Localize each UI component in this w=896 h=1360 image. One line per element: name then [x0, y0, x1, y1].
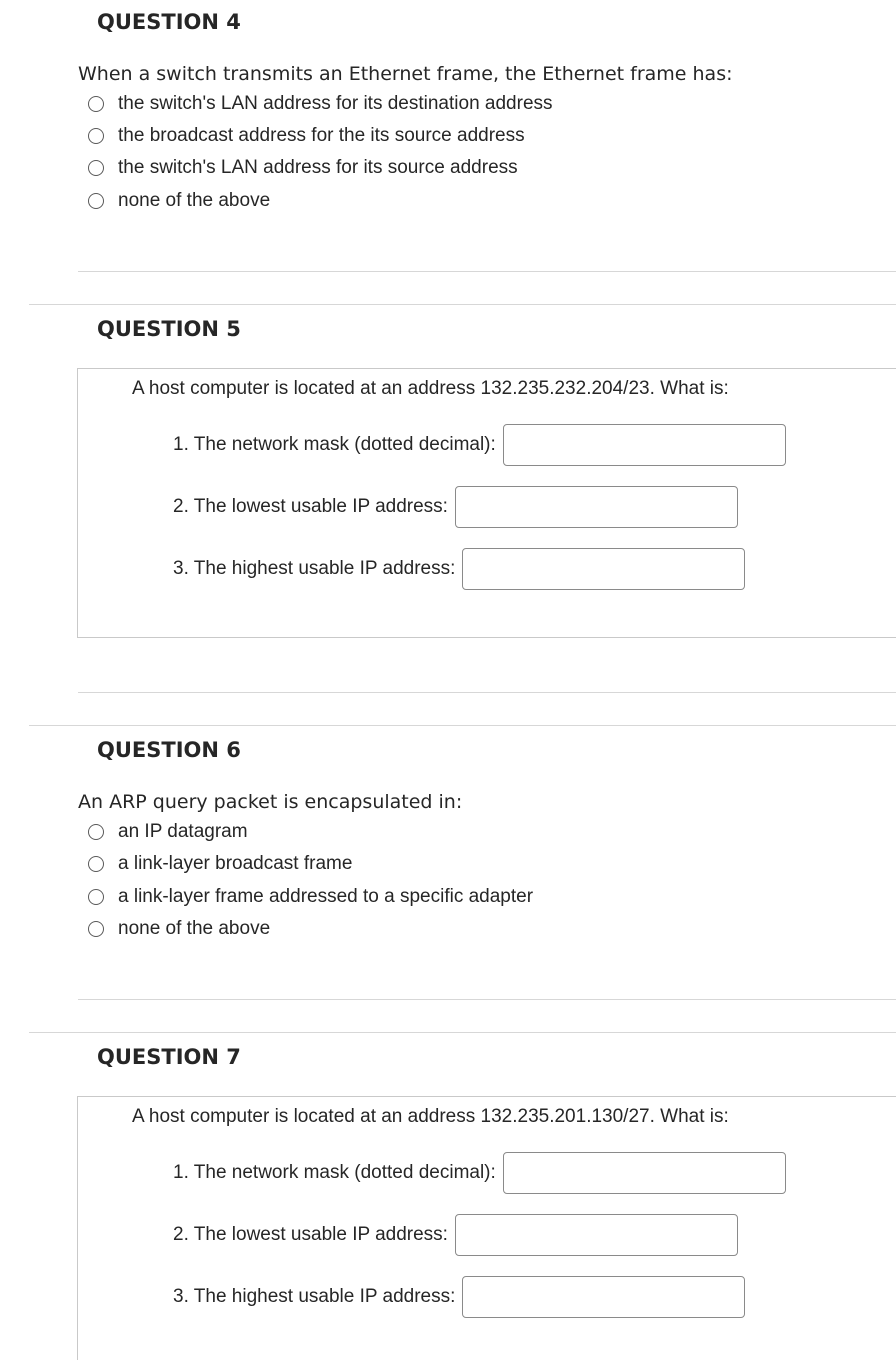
option-label: an IP datagram [118, 821, 248, 842]
question-5-divider [78, 692, 896, 693]
question-6-option-2[interactable] [87, 852, 352, 876]
radio-button[interactable] [88, 193, 104, 209]
question-7-prompt: A host computer is located at an address 132.235.201.130/27. What is: [132, 1106, 729, 1127]
field-label: 1. The network mask (dotted decimal): [173, 1162, 496, 1183]
option-label: the switch's LAN address for its destination address [118, 93, 553, 114]
question-separator [29, 304, 896, 305]
question-4-text: When a switch transmits an Ethernet frame, the Ethernet frame has: [78, 63, 733, 85]
radio-button[interactable] [88, 160, 104, 176]
radio-button[interactable] [88, 921, 104, 937]
option-label: a link-layer frame addressed to a specific adapter [118, 886, 534, 907]
question-6-divider [78, 999, 896, 1000]
question-separator [29, 725, 896, 726]
field-label: 3. The highest usable IP address: [173, 1286, 456, 1307]
question-4-title: QUESTION 4 [97, 10, 241, 34]
lowest-ip-input[interactable] [455, 486, 738, 528]
field-label: 2. The lowest usable IP address: [173, 496, 448, 517]
question-5-field-row-2 [173, 486, 738, 528]
question-4-divider [78, 271, 896, 272]
option-label: the switch's LAN address for its source address [118, 157, 518, 178]
question-4-option-3[interactable] [87, 156, 518, 180]
field-label: 1. The network mask (dotted decimal): [173, 434, 496, 455]
question-6-title: QUESTION 6 [97, 738, 241, 762]
question-6-text: An ARP query packet is encapsulated in: [78, 791, 463, 813]
question-7-title: QUESTION 7 [97, 1045, 241, 1069]
option-label: none of the above [118, 918, 271, 939]
question-separator [29, 1032, 896, 1033]
network-mask-input[interactable] [503, 1152, 786, 1194]
question-4-option-1[interactable] [87, 92, 553, 116]
highest-ip-input[interactable] [462, 1276, 745, 1318]
option-label: none of the above [118, 190, 271, 211]
question-6-option-1[interactable] [87, 820, 248, 844]
option-label: the broadcast address for the its source address [118, 125, 525, 146]
question-7-field-row-2 [173, 1214, 738, 1256]
field-label: 3. The highest usable IP address: [173, 558, 456, 579]
question-5-prompt: A host computer is located at an address 132.235.232.204/23. What is: [132, 378, 729, 399]
radio-button[interactable] [88, 824, 104, 840]
highest-ip-input[interactable] [462, 548, 745, 590]
network-mask-input[interactable] [503, 424, 786, 466]
question-5-field-row-1 [173, 424, 786, 466]
radio-button[interactable] [88, 856, 104, 872]
radio-button[interactable] [88, 96, 104, 112]
radio-button[interactable] [88, 889, 104, 905]
question-4-option-2[interactable] [87, 124, 525, 148]
question-6-option-4[interactable] [87, 917, 270, 941]
question-7-field-row-3 [173, 1276, 745, 1318]
radio-button[interactable] [88, 128, 104, 144]
question-5-field-row-3 [173, 548, 745, 590]
question-7-field-row-1 [173, 1152, 786, 1194]
option-label: a link-layer broadcast frame [118, 853, 353, 874]
question-6-option-3[interactable] [87, 885, 533, 909]
question-4-option-4[interactable] [87, 189, 270, 213]
lowest-ip-input[interactable] [455, 1214, 738, 1256]
field-label: 2. The lowest usable IP address: [173, 1224, 448, 1245]
question-5-title: QUESTION 5 [97, 317, 241, 341]
